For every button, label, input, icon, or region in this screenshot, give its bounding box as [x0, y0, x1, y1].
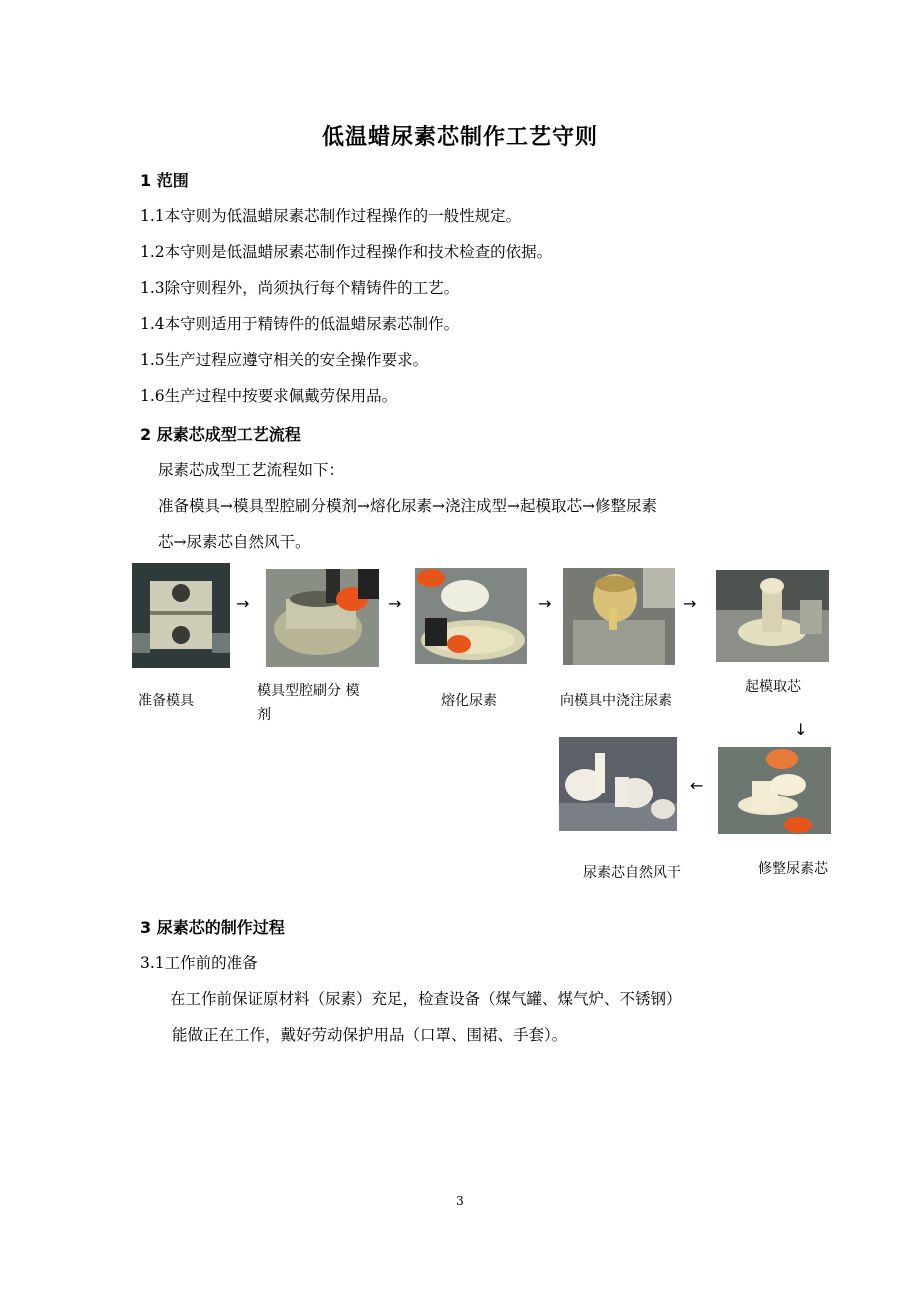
- clause-1-5: 1.5生产过程应遵守相关的安全操作要求。: [140, 351, 429, 369]
- flow-arrow-3: →: [538, 594, 552, 613]
- page-number: 3: [456, 1194, 464, 1208]
- preparation-para-2: 能做正在工作，戴好劳动保护用品（口罩、围裙、手套）。: [172, 1026, 568, 1044]
- caption-trim-core: 修整尿素芯: [758, 861, 828, 877]
- clause-1-3: 1.3除守则程外，尚须执行每个精铸件的工艺。: [140, 279, 460, 297]
- photo-prepare-mold: [132, 563, 230, 668]
- flow-line-1: 准备模具→模具型腔刷分模剂→熔化尿素→浇注成型→起模取芯→修整尿素: [158, 497, 657, 515]
- photo-pour-urea: [563, 568, 675, 665]
- flow-arrow-1: →: [236, 594, 250, 613]
- photo-melt-urea: [415, 568, 527, 664]
- flow-arrow-left: ←: [690, 776, 704, 795]
- flow-intro: 尿素芯成型工艺流程如下：: [158, 461, 345, 479]
- flow-arrow-4: →: [683, 594, 697, 613]
- caption-brush-release-agent-2: 剂: [257, 707, 271, 723]
- flow-arrow-down: ↓: [794, 720, 808, 739]
- caption-brush-release-agent-1: 模具型腔刷分 模: [257, 683, 360, 699]
- section-1-heading: 1 范围: [140, 171, 189, 190]
- clause-3-1: 3.1工作前的准备: [140, 954, 258, 972]
- section-3-heading: 3 尿素芯的制作过程: [140, 918, 285, 937]
- photo-brush-release-agent: [266, 569, 379, 667]
- clause-1-6: 1.6生产过程中按要求佩戴劳保用品。: [140, 387, 398, 405]
- section-2-heading: 2 尿素芯成型工艺流程: [140, 425, 301, 444]
- photo-trim-core: [718, 747, 831, 834]
- clause-1-2: 1.2本守则是低温蜡尿素芯制作过程操作和技术检查的依据。: [140, 243, 553, 261]
- flow-arrow-2: →: [388, 594, 402, 613]
- caption-pour-urea: 向模具中浇注尿素: [560, 693, 672, 709]
- page-title: 低温蜡尿素芯制作工艺守则: [321, 125, 598, 150]
- caption-demold-core: 起模取芯: [745, 679, 801, 695]
- flow-line-2: 芯→尿素芯自然风干。: [158, 533, 311, 551]
- caption-melt-urea: 熔化尿素: [441, 693, 497, 709]
- preparation-para-1: 在工作前保证原材料（尿素）充足，检查设备（煤气罐、煤气炉、不锈钢）: [170, 990, 682, 1008]
- photo-demold-core: [716, 570, 829, 662]
- clause-1-1: 1.1本守则为低温蜡尿素芯制作过程操作的一般性规定。: [140, 207, 522, 225]
- photo-air-dry-core: [559, 737, 677, 831]
- clause-1-4: 1.4本守则适用于精铸件的低温蜡尿素芯制作。: [140, 315, 460, 333]
- caption-air-dry-core: 尿素芯自然风干: [583, 865, 681, 881]
- caption-prepare-mold: 准备模具: [138, 693, 194, 709]
